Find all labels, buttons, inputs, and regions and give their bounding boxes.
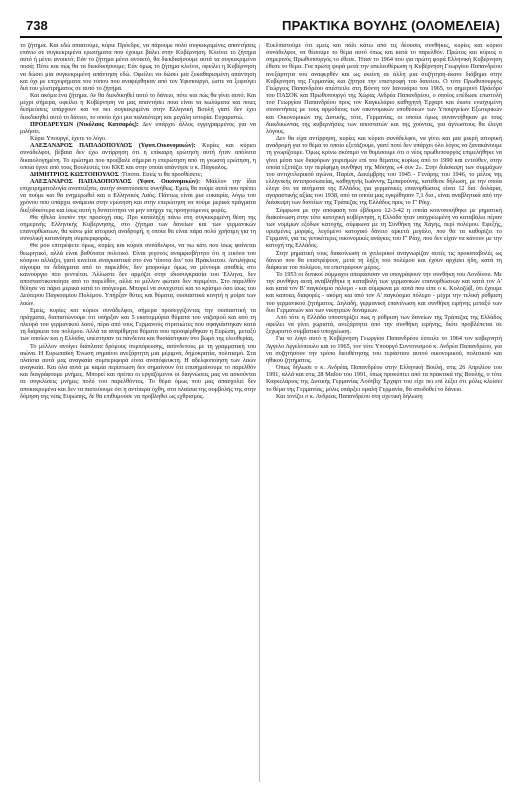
- paragraph: Εμείς, κυρίες και κύριοι συνάδελφοι, σήμερα προσεγγίζοντας την ουσιαστική τα πράγματα, διαπιστώνουμε ότι υπήρξαν και 5 εκατομμύρια θύματα του ναζισμού και από τη πλευρά του γερμανικού λαού, πέρα από τους Γερμανούς στρατιώτες που σφαγιάστηκαν κατά τη διάρκεια του πολέμου. Αλλά τα αναρίθμητα θύματα που προσφέρθηκαν η Ευρώπη, μεταξύ των οποίων και η Ελλάδα, υπέστησαν τα πάνδεινα και θυσιάστηκαν στο βωμό της ελευθερίας.: [20, 306, 256, 343]
- paragraph: Στην ρηματική τους διακοίνωση οι χιτλερικοί αναγνωρίζαν αυτές τις προκαταβολές ως δάνειο που θα επιστρέψουν, μετά τη λήξη του πολέμου και έχουν αρχίσει ήδη, κατά τη διάρκεια του πολέμου, να επιστρέφουν μέρος.: [266, 249, 502, 271]
- paragraph: ΔΗΜΗΤΡΙΟΣ ΚΩΣΤΟΠΟΥΛΟΣ :Τίποτα. Εσείς τι θα προσθέσετε;: [30, 170, 203, 178]
- paragraph: το ζήτημα. Και εδώ απαιτούμε, κύριε Πρόεδρε, να πάρουμε πολύ συγκεκριμένες απαντήσεις επάνω σε συγκεκριμένα ερωτήματα που έχουμε βάλει στην Κυβέρνηση. Κλείνει το ζήτημα αυτό ή μένει ανοικτό; Εάν το ζήτημα μένει ανοικτό, θα διεκδικήσουμε αυτά τα συγκεκριμένα ποσά; Πότε και πώς θα τα διεκδικήσουμε; Εάν όμως το ζήτημα κλείνει, οφείλει η Κυβέρνηση να δώσει μια συγκεκριμένη απάντηση εδώ. Οφείλει να δώσει μια ξεκαθαρισμένη απάντηση και όχι με επιχειρήματα του τύπου που αναφέρθηκαν από τον Υφυπουργό, ώστε να ξεφεύγει διά του γλιστρήματος σε αυτό το ζήτημα.: [20, 42, 256, 92]
- page-number: 738: [26, 18, 48, 33]
- paragraph: Όπως δήλωσε ο κ. Ανδρέας Παπανδρέου στην Ελληνική Βουλή, στις 26 Απριλίου του 1991, αλλά και στις 28 Μαΐου του 1991, όπως προκύπτει από τα πρακτικά της Βουλής, ο τότε Καγκελάριος της Δυτικής Γερμανίας Λούτβιχ Έρχαρτ του είχε πει επί λέξει ότι μόλις κλείσει το θέμα της Γερμανίας, μόλις υπάρξει ομαλή Γερμανία, θα αποδοθεί το δάνειο.: [266, 364, 502, 393]
- paragraph: Το 1953 οι δυτικοί σύμμαχοι απεφάσισαν να υπογράψουν την συνθήκη του Λονδίνου. Με την συνθήκη αυτή αναβλήθηκε η καταβολή των γερμανικών επανορθώσεων και κατά τον Α' και κατά τον Β' παγκόσμιο πόλεμο - και σύμφωνα με αυτά που είπε ο κ. Κολοζώβ, ότι έχουμε και καποιες διαφορές - ακόμη και από τον Α' παγκόσμιο πόλεμο - μέχρι την τελική ρύθμιση του γερμανικού ζητήματος. Δηλαδή, γερμανική επανένωση και συνθήκη ειρήνης μεταξύ των δυο Γερμανιών και των νικητριών δυνάμεων.: [266, 271, 502, 314]
- right-column: [266, 42, 502, 784]
- speaker-name: ΑΛΕΞΑΝΔΡΟΣ ΠΑΠΑΔΟΠΟΥΛΟΣ (Υφυπ.Οικονομικών):: [30, 142, 196, 150]
- header-rule: [20, 36, 502, 38]
- paragraph: ΑΛΕΞΑΝΔΡΟΣ ΠΑΠΑΔΟΠΟΥΛΟΣ (Υφυπ.Οικονομικών): Κυρίες και κύριοι συνάδελφοι, βέβαια δεν έχω αντίρρηση ότι η επίκαιρη ερώτηση αυτή ήταν απόλυτα δικαιολογημένη. Το ερώτημα που προέβαλε σήμερα η επερώτηση από τη γνωστή ερώτηση, η οποία έγινε από τους Βουλευτές του ΚΚΕ και στην οποία απάντησε ο κ. Πάγκαλος.: [20, 142, 256, 171]
- paragraph: Και τονίζει ο κ. Ανδρέας Παπανδρέου στη σχετική δήλωση: [276, 392, 423, 400]
- speaker-name: ΑΛΕΞΑΝΔΡΟΣ ΠΑΠΑΔΟΠΟΥΛΟΣ (Υφυπ. Οικονομικών):: [30, 177, 201, 185]
- paragraph: Θα ήθελα λοιπόν την προσοχή σας. Προ κατάληξη πάνω στη συγκεκριμένη θέση της σημερινής Ελληνικής Κυβέρνησης, στο ζήτημα των δανείων και των γερμανικών επανορθώσεων, θα κάνω μία ιστορική αναδρομή, η οποία θα είναι πάρα πολύ χρήσιμη για τη συνολική κατανόηση συμπεριφοράς.: [20, 213, 256, 243]
- speaker-name: ΠΡΟΕΔΡΕΥΩΝ (Νικόλαος Κατσαρός):: [30, 120, 139, 128]
- speaker-name: ΔΗΜΗΤΡΙΟΣ ΚΩΣΤΟΠΟΥΛΟΣ: [30, 170, 119, 178]
- running-title: ΠΡΑΚΤΙΚΑ ΒΟΥΛΗΣ (ΟΛΟΜΕΛΕΙΑ): [281, 18, 500, 33]
- paragraph: Το μέλλον ανοίγει διάπλατα δρόμους συμπόρευσης, ασύνδετους με τη γραμματική του αιώνα. Η Ευρωπαϊκή Ένωση σημαίνει ανεξάρτητη μια μέριμνα, δημοκρατία, πολιτισμό. Στα πλαίσια αυτά μας αναγκαία συμπεριφορά είναι αναπόφευκτη. Η αδελφοποίηση των λαών αναγκαία. Και όλα αυτά με καμία περίπτωση δεν σημαίνουν ότι επισημαίνουμε το παρελθόν και διαγράφουμε μνήμες. Μπορεί και πρέπει οι εργαζόμενοι οι διαγνώσεις μας να ασκούνται σε συγκλίσεις μνήμες πολύ του παρελθόντος. Το θέμα όμως που μας απασχολεί δεν αποκεκρυμένα και δεν τα πιστεύουμε ότι η αντίπερα όχθη, στα πλαίσια της συμβολής της στην δόμηση της νέας Ευρώπης, δε θα επιθυμούσε να προβληθεί ως εχθρισμός.: [20, 342, 256, 400]
- paragraph: ΑΛΕΞΑΝΔΡΟΣ ΠΑΠΑΔΟΠΟΥΛΟΣ (Υφυπ. Οικονομικών): Μάλλον την ίδια επιχειρηματολογία αναπτύξατε, αυτήν αναπτύσσετε συνήθως. Εμείς θα πούμε αυτά που πρέπει να πούμε και θα ενημερωθεί και ο Ελληνικός Λαός. Πάντως είναι μια ευκαιρία, λόγω του χρόνου που υπάρχει ανάμεσα στην ερώτηση και στην επερώτηση να πούμε μερικά πράγματα διεξοδικότερα και ίσως αυτή η δυνατότητα να μην υπήρχε τις προηγούμενες φορές.: [20, 177, 256, 214]
- paragraph: Θα μου επιτρέψετε όμως, κυρίες και κύριοι συνάδελφοι, να πω κάτι που ίσως φαίνεται θεωρητικό, αλλά είναι βαθύτατα πολιτικό. Είναι γεγονός αναμφισβήτητο ότι η εικόνα του κόσμου αλλάζει, γιατί κινείται αναγκαστικά στο ένα 'τίποτα δεν' του Ηράκλειτου. Αντιλήψεις σίγουρα τα διδάγματα από το παρελθόν, δεν μπορούμε όμως να μένουμε απαθείς στο καινούργιο που γεννιέται. Άλλωστε δεν αρμόζει στην ιδιοσυγκρασία του Έλληνα, δεν αποσταστικοποίησε από το παρελθόν, αλλά το μέλλον φώτισε δεν περιμένει. Στο παρελθόν θέλησε να πάρει μερικά κατά το απόγευμα. Μπορεί να συνεχιστεί και το κρίσιμο όσο ίσως του Δεύτερου Παγκοσμίου Πολέμου. Υπήρξαν θύτες και θύματα, ουσιαστικά κινητή η μοίρα των λαών.: [20, 242, 256, 307]
- page-header: [20, 18, 500, 34]
- paragraph: Κύριε Υπουργέ, έχετε το λόγο.: [30, 135, 107, 143]
- paragraph: Και ακόμα ένα ζήτημα. Αν θα διεκδικηθεί αυτό το δάνειο, πότε και πώς θα γίνει αυτό; Και μέχρι σήμερα, οφείλει η Κυβέρνηση να μας απαντήσει ποια είναι τα κωλύματα και ποιες δεσμεύσεις υπάρχουν και να πει συγκεκριμένα στην Ελληνική Βουλή γιατί δεν έχει διεκδικηθεί αυτό το δάνειο, το οποίο έχει μια παλαιότερη και μεγάλη ιστορία. Ευχαριστώ.: [20, 92, 256, 121]
- paragraph: Ευελπιστούμε ότι εμείς και πάλι κάτω από τις δέουσες συνθήκες, κυρίες και κύριοι συνάδελφοι, να θέσουμε το θέμα αυτό όπως και κατά το παρελθόν. Πρώτος και κύριος ο σημερινός Πρωθυπουργός το έθεσε. Ήταν το 1964 που για πρώτη φορά Ελληνική Κυβέρνηση έθεσε το θέμα. Για πρώτη φορά μετά την απελευθέρωση η Κυβέρνηση Γεωργίου Παπανδρέου ανεξάρτητα του αναφερθέν και ως εκείνη σε άλλη μια συζήτηση-έκανε διάβημα στην Κυβέρνηση της Γερμανίας και ζήτησε την επιστροφή του δανείου. Ο τότε Πρωθυπουργός Γεώργιος Παπανδρέου απέστειλε στη Βόννη τον Ιανουάριο του 1965, το σημερινό Πρόεδρο του ΠΑΣΟΚ και Πρωθυπουργό της Χώρας Ανδρέα Παπανδρέου, ο οποίος επέδωσε επιστολή του Γεωργίου Παπανδρέου προς τον Καγκελάριο καθηγητή Έρχαρτ και έκανε ενισχυμένη συναντήσεις με τους αρμόδιους των οικονομικών υποθέσεων των Υπουργείων Εξωτερικών και Οικονομικών της Δυτικής, τότε, Γερμανίας, οι οποίοι όμως συναντήθηκαν με τους διεκδικώντας της κυβερνήσεις των αποστατών και της χούντας, για άγνωστους θα έλεγα λόγους.: [266, 42, 502, 135]
- paragraph: ΠΡΟΕΔΡΕΥΩΝ (Νικόλαος Κατσαρός): Δεν υπάρχει άλλος εγγεγραμμένος για να μιλήσει.: [20, 120, 256, 135]
- paragraph: Για το λόγο αυτό η Κυβέρνηση Γεωργίου Παπανδρέου έστειλε το 1964 τον κυβερνητή Άγγελο Αγγελόπουλο και το 1965, τον τότε Υπουργό Συντονισμού κ. Ανδρέα Παπανδρέου, για να συζητήσουν την τρόπο διευθέτησης του τεράστιου αυτού οικονομικού, πολιτικού και ηθικού ζητήματος.: [266, 335, 502, 364]
- column-divider: [259, 44, 260, 782]
- paragraph: Δεν θα είχα αντίρρηση, κυρίες και κύριοι συνάδελφοι, να γίνει και μια μικρή ιστορική αναδρομή για το θέμα το οποίο εξετάζουμε, γιατί ποτέ δεν υπάρχει όλο λόγος να ξανακάνουμε τη γνωρίζουμε. Όμως κρίνω σκόπιμο να θυμίσουμε ότι ο νέος πρωθυπουργός επιμελήθηκε να γίνει μέσα των διαφόρων χειρισμών επί του θέματος κυρίως από το 1990 και εντεύθεν, στην οποία εξετάζει την περίφημη συνθήκη της Μόσχας «4 συν 2». Στην διάσκεψη των συμμάχων του αντιχιτλερικού αγώνα, Παρίσι, Δεκέμβρης του 1945 - Γενάρης του 1946, το μέλος της ελληνικής αντιπροσωπείας, καθηγητής Ιωάννης Σμπαρούνης, κατέθεσε δήλωση, με την οποία έλεγε ότι τα αιτήματα της Ελλάδος για γερμανικές επανορθώσεις είναι 12 δισ. δολάρια, αγοραστικής αξίας του 1938, από τα οποία μας εγκρίθησαν 7,1 δισ., είναι αναβλητικά από την διάσκεψη των δανείων της Τράπεζας της Ελλάδος προς το Γ' Ράιχ.: [266, 135, 502, 207]
- paragraph: Σύμφωνα με την απόφαση του έβδομου 12-3-42 η οποία κοινοποιήθηκε με ρηματική διακοίνωση στην τότε κατοχική κυβέρνηση, η Ελλάδα ήταν υποχρεωμένη να καταβάλει πέραν των νομίμων εξόδων κατοχής, σύμφωνα με τη Συνθήκη της Χάγης, περί πολέμου. Εφεξής, ορισμένες μορφές, λεγόμενο κατοχικό δάνειο αρκετά μεγάλο, που θα τα καθορίζει το Γερμανό, για τις γενικότερες οικονομικές ανάγκες του Γ' Ράιχ, που δεν είχαν να κάνουν με την κατοχή της Ελλάδος.: [266, 206, 502, 250]
- left-column: [20, 42, 256, 784]
- paragraph: Από τότε η Ελλάδα υποστηρίζει πως η ρύθμιση των δανείων της Τράπεζας της Ελλάδος οφείλει να γίνει χωριστά, ανεξάρτητα από την συνθήκη ειρήνης, διότι προβλέπεται σε ξεχωριστό συμβατικό υποχρέωση.: [266, 313, 502, 336]
